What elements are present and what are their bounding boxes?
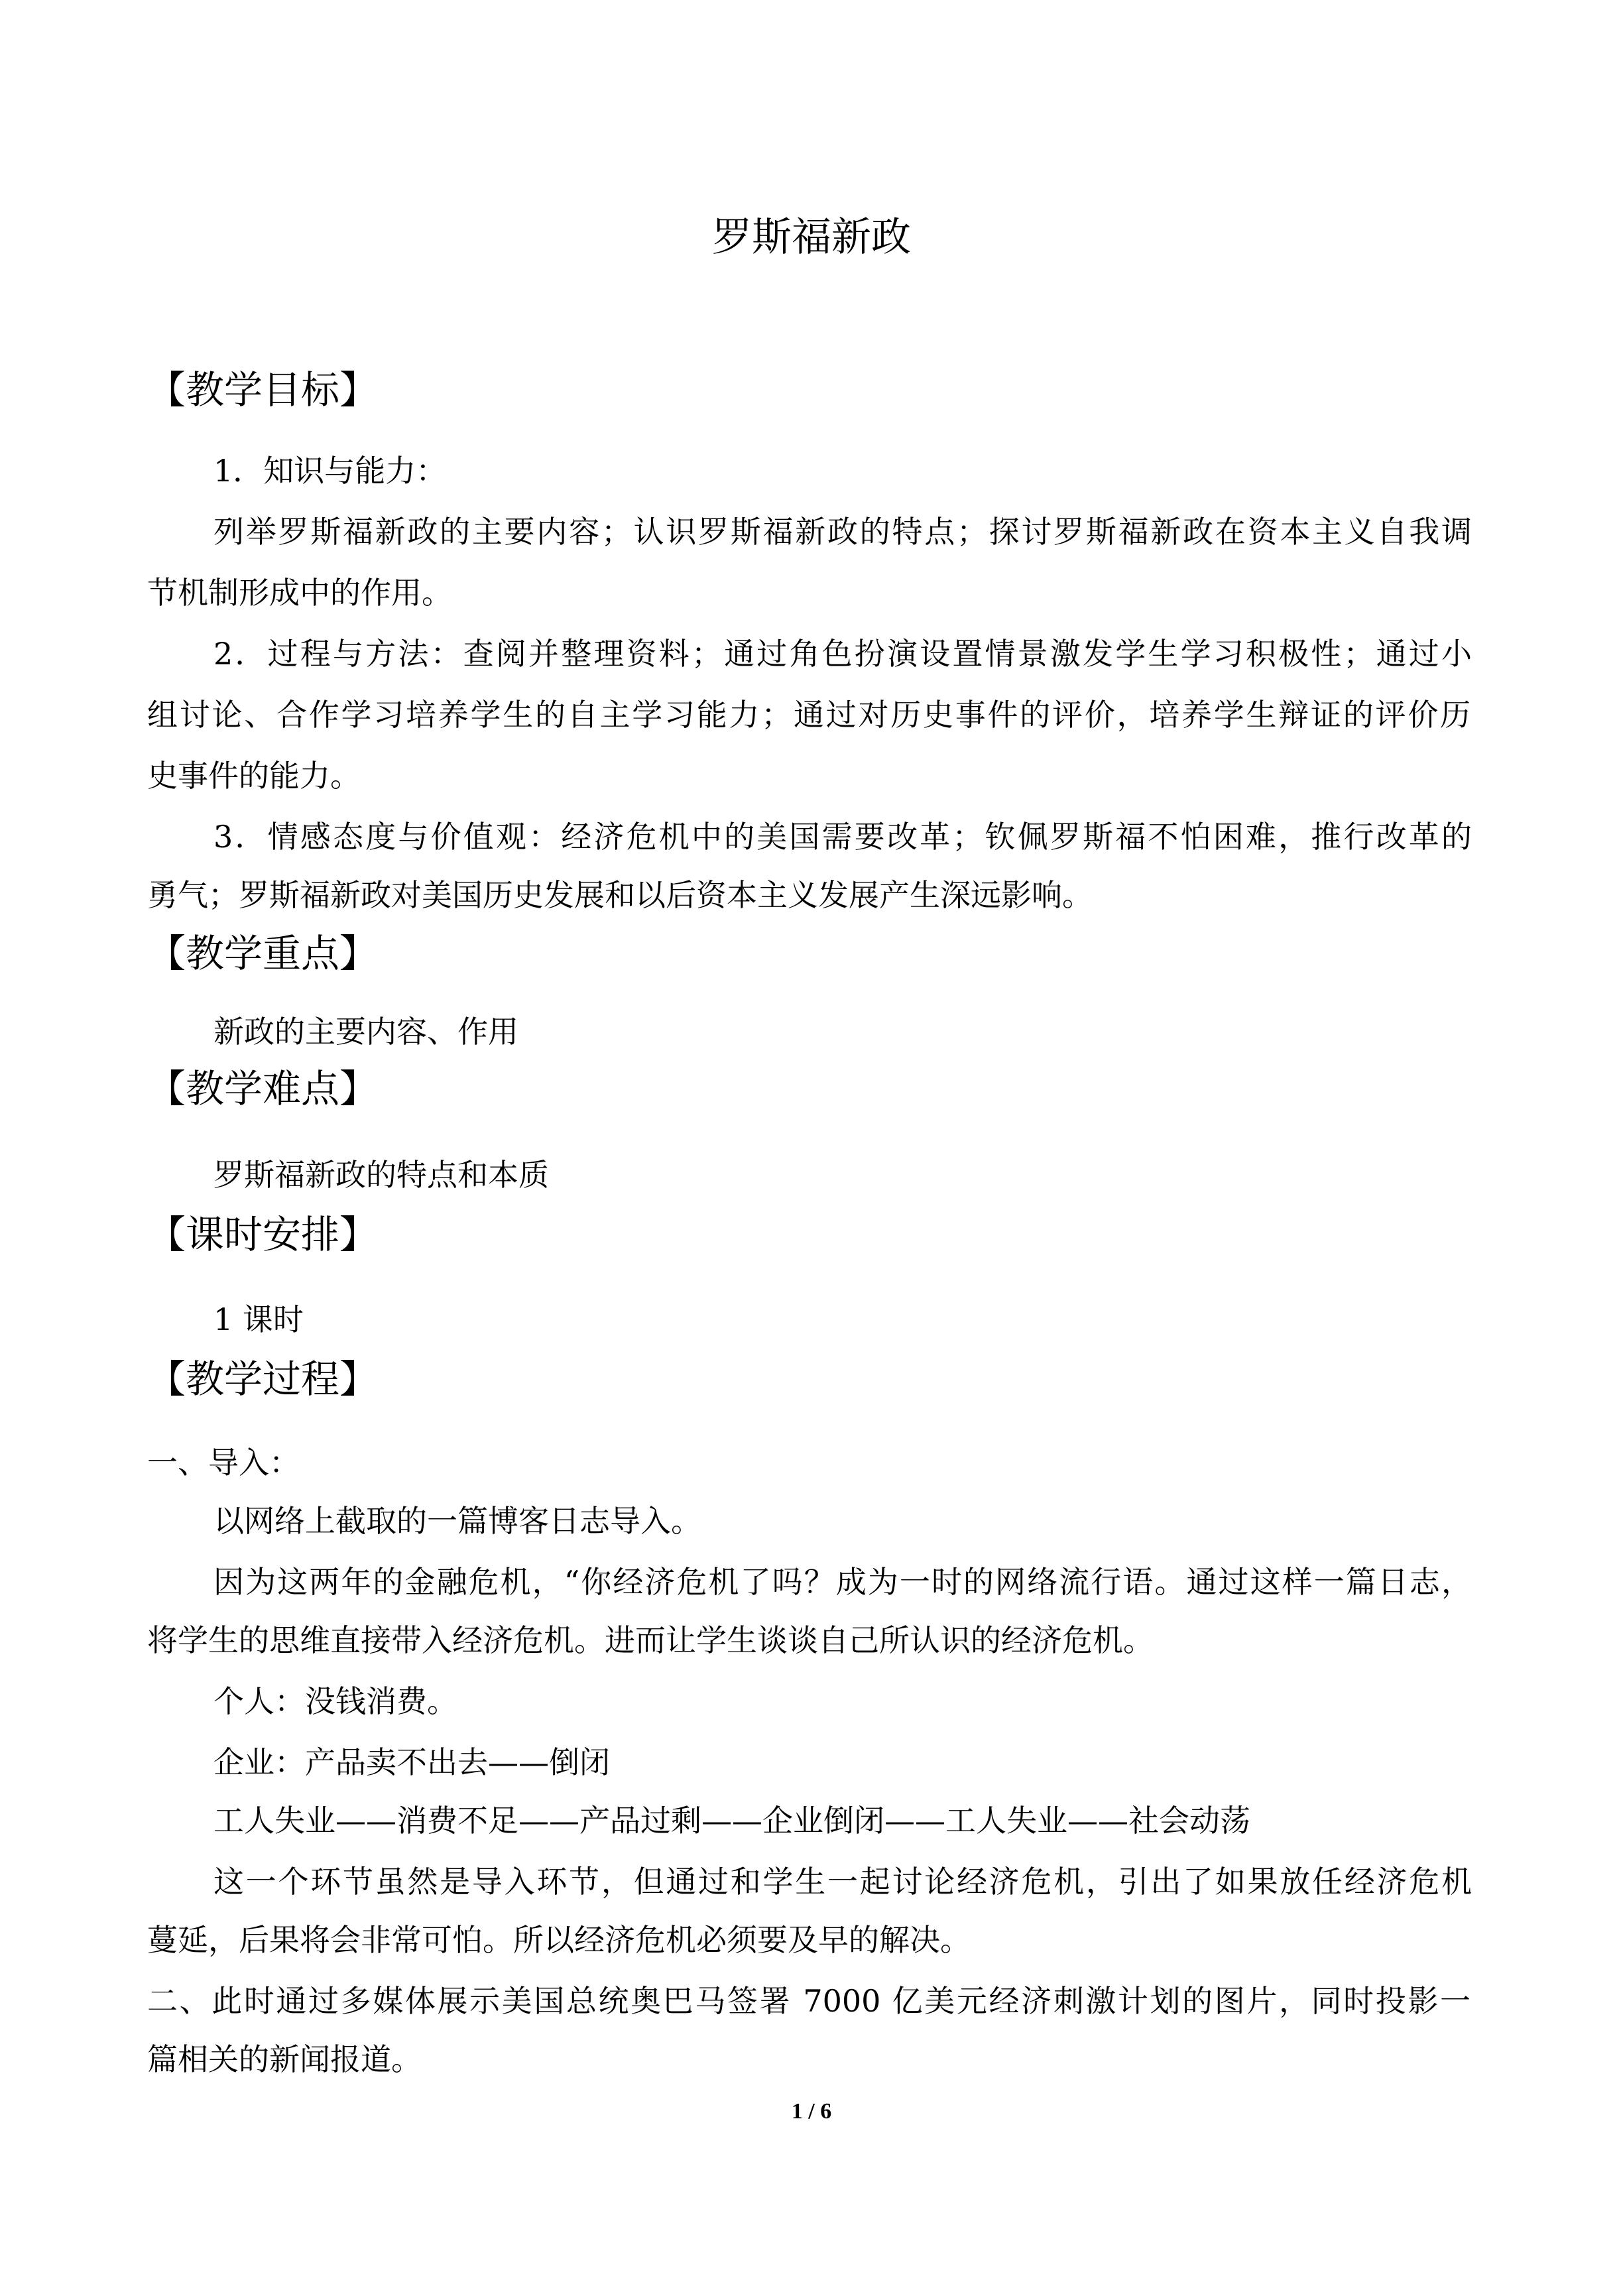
section-heading-objectives: 【教学目标】 — [147, 367, 379, 412]
difficulties-text: 罗斯福新政的特点和本质 — [213, 1157, 549, 1193]
process-paragraph-4: 企业：产品卖不出去——倒闭 — [213, 1744, 610, 1780]
process-step-2-line-2: 篇相关的新闻报道。 — [147, 2041, 422, 2077]
section-heading-key-points: 【教学重点】 — [147, 931, 379, 976]
key-points-text: 新政的主要内容、作用 — [213, 1014, 518, 1050]
process-step-1-label: 一、导入： — [147, 1445, 300, 1480]
process-paragraph-6-line-1: 这一个环节虽然是导入环节，但通过和学生一起讨论经济危机，引出了如果放任经济危机 — [213, 1864, 1472, 1900]
objective-1-text-line-1: 列举罗斯福新政的主要内容；认识罗斯福新政的特点；探讨罗斯福新政在资本主义自我调 — [213, 514, 1472, 550]
process-paragraph-1: 以网络上截取的一篇博客日志导入。 — [213, 1503, 701, 1539]
objective-1-label: 1．知识与能力： — [213, 453, 447, 489]
objective-2-text-line-3: 史事件的能力。 — [147, 758, 361, 794]
section-heading-process: 【教学过程】 — [147, 1357, 379, 1402]
page-number: 1 / 6 — [791, 2099, 832, 2124]
process-paragraph-3: 个人：没钱消费。 — [213, 1683, 457, 1719]
process-paragraph-2-line-1: 因为这两年的金融危机，“你经济危机了吗？成为一时的网络流行语。通过这样一篇日志， — [213, 1564, 1472, 1600]
section-heading-difficulties: 【教学难点】 — [147, 1066, 379, 1111]
objective-3-text-line-2: 勇气；罗斯福新政对美国历史发展和以后资本主义发展产生深远影响。 — [147, 877, 1093, 913]
process-paragraph-6-line-2: 蔓延，后果将会非常可怕。所以经济危机必须要及早的解决。 — [147, 1922, 971, 1958]
objective-2-text-line-2: 组讨论、合作学习培养学生的自主学习能力；通过对历史事件的评价，培养学生辩证的评价历 — [147, 697, 1471, 733]
schedule-text: 1 课时 — [213, 1301, 304, 1337]
process-step-2-line-1: 二、此时通过多媒体展示美国总统奥巴马签署 7000 亿美元经济刺激计划的图片，同时投影一 — [147, 1983, 1471, 2019]
objective-3-text-line-1: 3．情感态度与价值观：经济危机中的美国需要改革；钦佩罗斯福不怕困难，推行改革的 — [213, 819, 1472, 855]
document-title: 罗斯福新政 — [712, 214, 911, 261]
process-paragraph-2-line-2: 将学生的思维直接带入经济危机。进而让学生谈谈自己所认识的经济危机。 — [147, 1622, 1154, 1658]
objective-2-text-line-1: 2．过程与方法：查阅并整理资料；通过角色扮演设置情景激发学生学习积极性；通过小 — [213, 636, 1472, 672]
objective-1-text-line-2: 节机制形成中的作用。 — [147, 575, 452, 611]
process-paragraph-5: 工人失业——消费不足——产品过剩——企业倒闭——工人失业——社会动荡 — [213, 1803, 1250, 1839]
section-heading-schedule: 【课时安排】 — [147, 1212, 379, 1257]
